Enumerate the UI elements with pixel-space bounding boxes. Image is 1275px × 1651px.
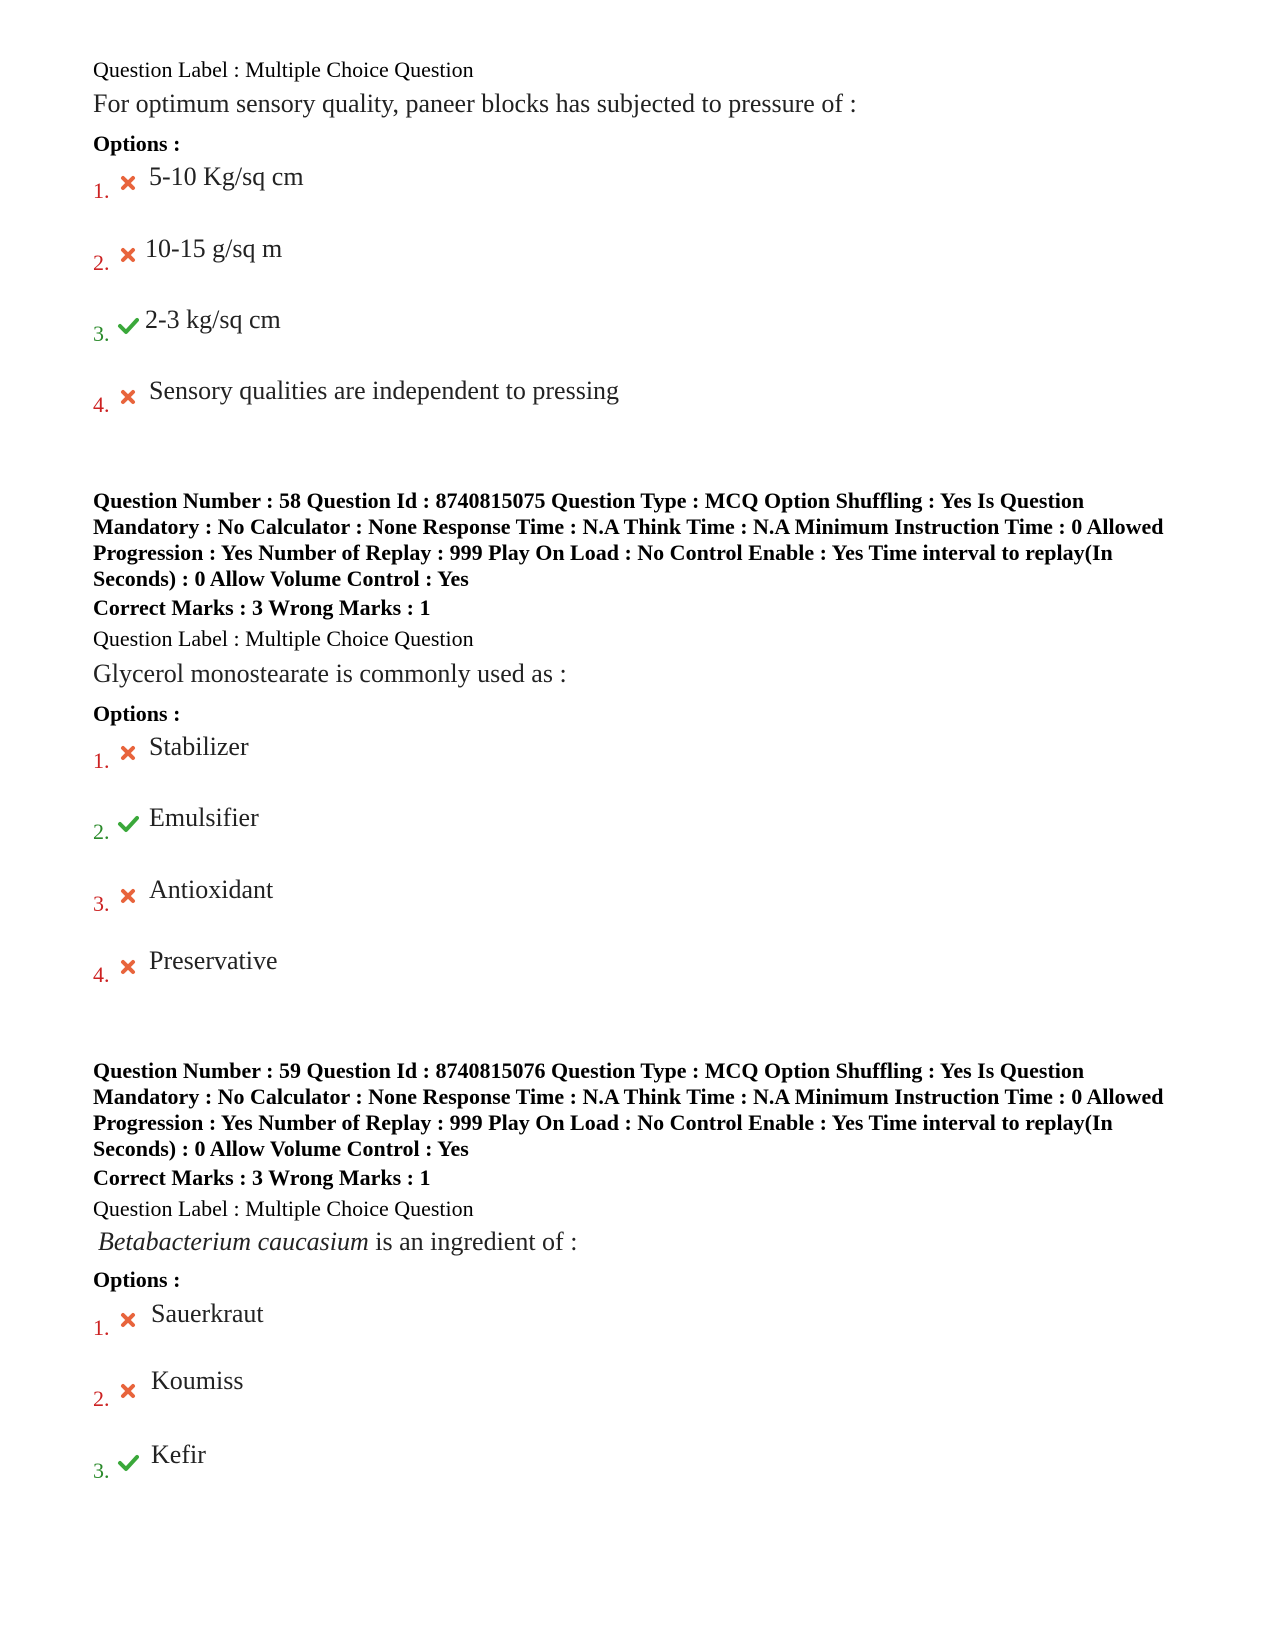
question-italic-term: Betabacterium caucasium — [98, 1227, 369, 1256]
cross-icon — [119, 246, 137, 264]
question-text: For optimum sensory quality, paneer blocks has subjected to pressure of : — [93, 89, 857, 118]
question-label: Question Label : Multiple Choice Question — [93, 626, 474, 651]
option-number: 3. — [93, 321, 110, 346]
option-text: Sensory qualities are independent to pressing — [149, 376, 620, 405]
option-text: 10-15 g/sq m — [145, 234, 283, 263]
option-1 — [93, 162, 993, 202]
option-3 — [93, 305, 993, 345]
check-icon — [117, 815, 139, 833]
question-label: Question Label : Multiple Choice Question — [93, 57, 474, 82]
cross-icon — [119, 744, 137, 762]
option-text: Preservative — [149, 946, 278, 975]
cross-icon — [119, 174, 137, 192]
option-number: 1. — [93, 1315, 110, 1340]
question-meta: Question Number : 58 Question Id : 8740815075 Question Type : MCQ Option Shuffling : Yes Is Question Mandatory : No Calculator : None Response Time : N.A Think Time : N.A Minimum Instruction Time : 0 Allowed Progression : Yes Number of Replay : 999 Play On Load : No Control Enable : Yes Time interval to replay(In Seconds) : 0 Allow Volume Control : Yes — [93, 488, 1164, 591]
option-number: 2. — [93, 819, 110, 844]
option-text: Sauerkraut — [151, 1299, 264, 1328]
option-text: Antioxidant — [149, 875, 274, 904]
check-icon — [117, 317, 139, 335]
option-3 — [93, 875, 993, 915]
question-text: Glycerol monostearate is commonly used as : — [93, 659, 567, 688]
option-number: 4. — [93, 392, 110, 417]
option-4 — [93, 946, 993, 986]
question-text — [98, 1227, 577, 1257]
option-number: 3. — [93, 1458, 110, 1483]
options-title: Options : — [93, 1267, 181, 1292]
option-3 — [93, 1442, 993, 1482]
cross-icon — [119, 388, 137, 406]
option-number: 3. — [93, 891, 110, 916]
question-text-rest: is an ingredient of : — [368, 1227, 578, 1256]
option-number: 2. — [93, 1386, 110, 1411]
options-title: Options : — [93, 701, 181, 726]
question-marks: Correct Marks : 3 Wrong Marks : 1 — [93, 595, 431, 620]
question-meta: Question Number : 59 Question Id : 8740815076 Question Type : MCQ Option Shuffling : Yes Is Question Mandatory : No Calculator : None Response Time : N.A Think Time : N.A Minimum Instruction Time : 0 Allowed Progression : Yes Number of Replay : 999 Play On Load : No Control Enable : Yes Time interval to replay(In Seconds) : 0 Allow Volume Control : Yes — [93, 1058, 1164, 1161]
options-title: Options : — [93, 131, 181, 156]
cross-icon — [119, 1382, 137, 1400]
option-1 — [93, 732, 993, 772]
option-text: 5-10 Kg/sq cm — [149, 162, 304, 191]
option-number: 4. — [93, 962, 110, 987]
option-2 — [93, 234, 993, 274]
option-number: 1. — [93, 748, 110, 773]
option-2 — [93, 1366, 993, 1411]
cross-icon — [119, 958, 137, 976]
option-2 — [93, 803, 993, 843]
question-marks: Correct Marks : 3 Wrong Marks : 1 — [93, 1165, 431, 1190]
question-label: Question Label : Multiple Choice Question — [93, 1196, 474, 1221]
cross-icon — [119, 887, 137, 905]
option-text: Kefir — [151, 1440, 206, 1469]
option-4 — [93, 376, 993, 416]
option-1 — [93, 1299, 993, 1339]
option-text: Koumiss — [151, 1366, 244, 1395]
option-text: Emulsifier — [149, 803, 259, 832]
option-text: 2-3 kg/sq cm — [145, 305, 281, 334]
option-number: 2. — [93, 250, 110, 275]
option-text: Stabilizer — [149, 732, 249, 761]
check-icon — [117, 1454, 139, 1472]
option-number: 1. — [93, 178, 110, 203]
cross-icon — [119, 1311, 137, 1329]
